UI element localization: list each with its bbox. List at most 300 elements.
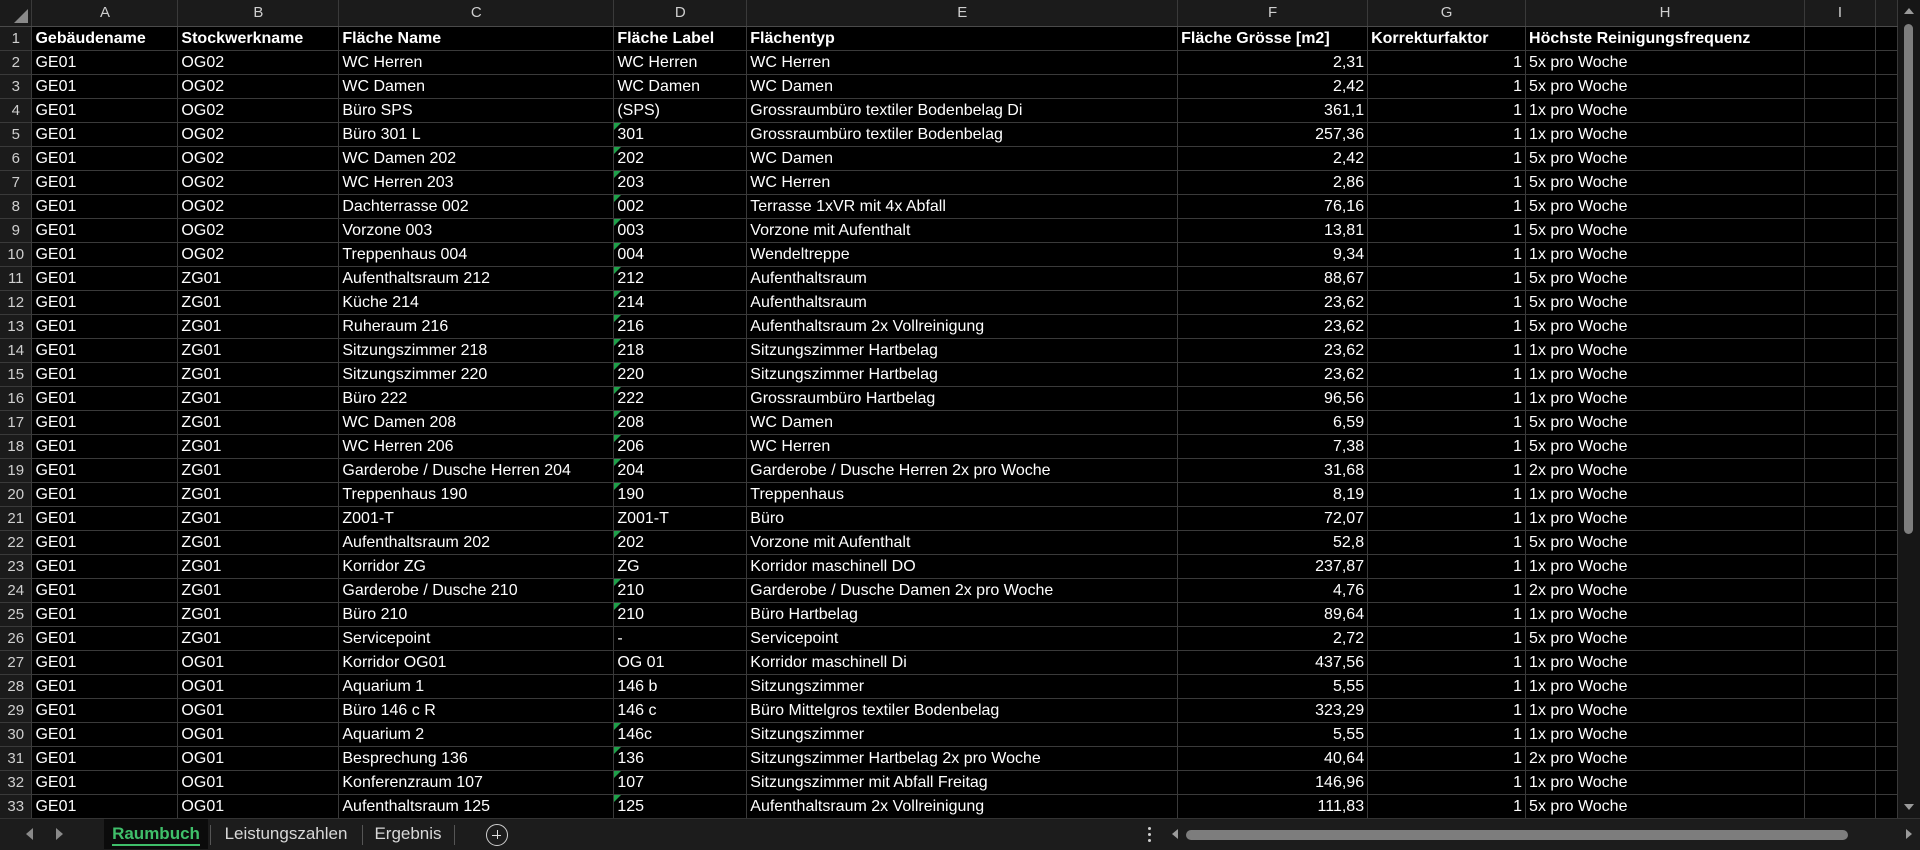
cell-g17[interactable]: 1 (1368, 410, 1526, 434)
cell-h30[interactable]: 1x pro Woche (1526, 722, 1805, 746)
cell-g8[interactable]: 1 (1368, 194, 1526, 218)
cell-c6[interactable]: WC Damen 202 (339, 146, 614, 170)
cell-h5[interactable]: 1x pro Woche (1526, 122, 1805, 146)
cell-b24[interactable]: ZG01 (178, 578, 339, 602)
cell-c33[interactable]: Aufenthaltsraum 125 (339, 794, 614, 818)
cell-b8[interactable]: OG02 (178, 194, 339, 218)
row-number[interactable]: 18 (0, 434, 32, 458)
cell-a15[interactable]: GE01 (32, 362, 178, 386)
cell-f6[interactable]: 2,42 (1178, 146, 1368, 170)
cell-c1[interactable]: Fläche Name (339, 26, 614, 50)
cell-d22[interactable]: 202 (614, 530, 747, 554)
row-number[interactable]: 14 (0, 338, 32, 362)
cell-c18[interactable]: WC Herren 206 (339, 434, 614, 458)
cell-b3[interactable]: OG02 (178, 74, 339, 98)
cell-c12[interactable]: Küche 214 (339, 290, 614, 314)
cell-a33[interactable]: GE01 (32, 794, 178, 818)
cell-f4[interactable]: 361,1 (1178, 98, 1368, 122)
cell-e20[interactable]: Treppenhaus (747, 482, 1178, 506)
row-number[interactable]: 6 (0, 146, 32, 170)
cell-f17[interactable]: 6,59 (1178, 410, 1368, 434)
cell-c16[interactable]: Büro 222 (339, 386, 614, 410)
cell-d4[interactable]: (SPS) (614, 98, 747, 122)
cell-b15[interactable]: ZG01 (178, 362, 339, 386)
cell-d9[interactable]: 003 (614, 218, 747, 242)
cell-a1[interactable]: Gebäudename (32, 26, 178, 50)
row-number[interactable]: 7 (0, 170, 32, 194)
cell-a3[interactable]: GE01 (32, 74, 178, 98)
cell-c14[interactable]: Sitzungszimmer 218 (339, 338, 614, 362)
cell-g26[interactable]: 1 (1368, 626, 1526, 650)
cell-b28[interactable]: OG01 (178, 674, 339, 698)
cell-f11[interactable]: 88,67 (1178, 266, 1368, 290)
cell-d32[interactable]: 107 (614, 770, 747, 794)
cell-h23[interactable]: 1x pro Woche (1526, 554, 1805, 578)
cell-e21[interactable]: Büro (747, 506, 1178, 530)
cell-f7[interactable]: 2,86 (1178, 170, 1368, 194)
cell-h32[interactable]: 1x pro Woche (1526, 770, 1805, 794)
cell-f10[interactable]: 9,34 (1178, 242, 1368, 266)
row-number[interactable]: 31 (0, 746, 32, 770)
row-number[interactable]: 8 (0, 194, 32, 218)
cell-a29[interactable]: GE01 (32, 698, 178, 722)
select-all-corner[interactable] (0, 0, 32, 26)
cell-b31[interactable]: OG01 (178, 746, 339, 770)
cell-f22[interactable]: 52,8 (1178, 530, 1368, 554)
column-header-g[interactable]: G (1368, 0, 1526, 26)
cell-a11[interactable]: GE01 (32, 266, 178, 290)
cell-b16[interactable]: ZG01 (178, 386, 339, 410)
cell-i32[interactable] (1804, 770, 1875, 794)
cell-b12[interactable]: ZG01 (178, 290, 339, 314)
row-number[interactable]: 19 (0, 458, 32, 482)
cell-g32[interactable]: 1 (1368, 770, 1526, 794)
cell-g7[interactable]: 1 (1368, 170, 1526, 194)
cell-a12[interactable]: GE01 (32, 290, 178, 314)
cell-e32[interactable]: Sitzungszimmer mit Abfall Freitag (747, 770, 1178, 794)
cell-i19[interactable] (1804, 458, 1875, 482)
cell-b26[interactable]: ZG01 (178, 626, 339, 650)
cell-i14[interactable] (1804, 338, 1875, 362)
cell-d20[interactable]: 190 (614, 482, 747, 506)
cell-d19[interactable]: 204 (614, 458, 747, 482)
cell-e30[interactable]: Sitzungszimmer (747, 722, 1178, 746)
row-number[interactable]: 9 (0, 218, 32, 242)
cell-h4[interactable]: 1x pro Woche (1526, 98, 1805, 122)
cell-h8[interactable]: 5x pro Woche (1526, 194, 1805, 218)
cell-i1[interactable] (1804, 26, 1875, 50)
cell-h22[interactable]: 5x pro Woche (1526, 530, 1805, 554)
cell-b20[interactable]: ZG01 (178, 482, 339, 506)
cell-b27[interactable]: OG01 (178, 650, 339, 674)
cell-i18[interactable] (1804, 434, 1875, 458)
cell-i4[interactable] (1804, 98, 1875, 122)
cell-f23[interactable]: 237,87 (1178, 554, 1368, 578)
cell-b5[interactable]: OG02 (178, 122, 339, 146)
cell-i25[interactable] (1804, 602, 1875, 626)
cell-g30[interactable]: 1 (1368, 722, 1526, 746)
cell-c10[interactable]: Treppenhaus 004 (339, 242, 614, 266)
cell-e15[interactable]: Sitzungszimmer Hartbelag (747, 362, 1178, 386)
cell-b25[interactable]: ZG01 (178, 602, 339, 626)
cell-i24[interactable] (1804, 578, 1875, 602)
row-number[interactable]: 16 (0, 386, 32, 410)
cell-g18[interactable]: 1 (1368, 434, 1526, 458)
cell-b23[interactable]: ZG01 (178, 554, 339, 578)
cell-b18[interactable]: ZG01 (178, 434, 339, 458)
cell-h16[interactable]: 1x pro Woche (1526, 386, 1805, 410)
column-header-b[interactable]: B (178, 0, 339, 26)
cell-b7[interactable]: OG02 (178, 170, 339, 194)
row-number[interactable]: 29 (0, 698, 32, 722)
cell-f29[interactable]: 323,29 (1178, 698, 1368, 722)
cell-i23[interactable] (1804, 554, 1875, 578)
row-number[interactable]: 1 (0, 26, 32, 50)
cell-b1[interactable]: Stockwerkname (178, 26, 339, 50)
cell-d27[interactable]: OG 01 (614, 650, 747, 674)
cell-d17[interactable]: 208 (614, 410, 747, 434)
cell-a21[interactable]: GE01 (32, 506, 178, 530)
cell-b6[interactable]: OG02 (178, 146, 339, 170)
cell-b33[interactable]: OG01 (178, 794, 339, 818)
cell-e12[interactable]: Aufenthaltsraum (747, 290, 1178, 314)
cell-f21[interactable]: 72,07 (1178, 506, 1368, 530)
cell-a14[interactable]: GE01 (32, 338, 178, 362)
cell-c17[interactable]: WC Damen 208 (339, 410, 614, 434)
cell-i31[interactable] (1804, 746, 1875, 770)
cell-a9[interactable]: GE01 (32, 218, 178, 242)
row-number[interactable]: 30 (0, 722, 32, 746)
cell-e7[interactable]: WC Herren (747, 170, 1178, 194)
cell-e6[interactable]: WC Damen (747, 146, 1178, 170)
cell-a19[interactable]: GE01 (32, 458, 178, 482)
cell-c29[interactable]: Büro 146 c R (339, 698, 614, 722)
cell-d6[interactable]: 202 (614, 146, 747, 170)
cell-d31[interactable]: 136 (614, 746, 747, 770)
cell-h27[interactable]: 1x pro Woche (1526, 650, 1805, 674)
cell-d16[interactable]: 222 (614, 386, 747, 410)
scroll-up-icon[interactable] (1904, 8, 1914, 14)
cell-c31[interactable]: Besprechung 136 (339, 746, 614, 770)
cell-f2[interactable]: 2,31 (1178, 50, 1368, 74)
cell-h28[interactable]: 1x pro Woche (1526, 674, 1805, 698)
cell-c28[interactable]: Aquarium 1 (339, 674, 614, 698)
cell-i30[interactable] (1804, 722, 1875, 746)
previous-sheet-icon[interactable] (26, 828, 33, 840)
row-number[interactable]: 4 (0, 98, 32, 122)
cell-e13[interactable]: Aufenthaltsraum 2x Vollreinigung (747, 314, 1178, 338)
cell-c26[interactable]: Servicepoint (339, 626, 614, 650)
cell-e16[interactable]: Grossraumbüro Hartbelag (747, 386, 1178, 410)
cell-d28[interactable]: 146 b (614, 674, 747, 698)
cell-g22[interactable]: 1 (1368, 530, 1526, 554)
cell-a18[interactable]: GE01 (32, 434, 178, 458)
cell-f33[interactable]: 111,83 (1178, 794, 1368, 818)
cell-b10[interactable]: OG02 (178, 242, 339, 266)
cell-e1[interactable]: Flächentyp (747, 26, 1178, 50)
cell-i13[interactable] (1804, 314, 1875, 338)
column-header-h[interactable]: H (1526, 0, 1805, 26)
cell-f12[interactable]: 23,62 (1178, 290, 1368, 314)
cell-i11[interactable] (1804, 266, 1875, 290)
row-number[interactable]: 5 (0, 122, 32, 146)
cell-c19[interactable]: Garderobe / Dusche Herren 204 (339, 458, 614, 482)
cell-i12[interactable] (1804, 290, 1875, 314)
cell-c2[interactable]: WC Herren (339, 50, 614, 74)
cell-h25[interactable]: 1x pro Woche (1526, 602, 1805, 626)
cell-e22[interactable]: Vorzone mit Aufenthalt (747, 530, 1178, 554)
cell-f25[interactable]: 89,64 (1178, 602, 1368, 626)
cell-i9[interactable] (1804, 218, 1875, 242)
cell-a25[interactable]: GE01 (32, 602, 178, 626)
cell-g16[interactable]: 1 (1368, 386, 1526, 410)
tab-ergebnis[interactable] (366, 819, 450, 849)
cell-f13[interactable]: 23,62 (1178, 314, 1368, 338)
cell-f27[interactable]: 437,56 (1178, 650, 1368, 674)
cell-c11[interactable]: Aufenthaltsraum 212 (339, 266, 614, 290)
row-number[interactable]: 11 (0, 266, 32, 290)
cell-a24[interactable]: GE01 (32, 578, 178, 602)
cell-h33[interactable]: 5x pro Woche (1526, 794, 1805, 818)
cell-b9[interactable]: OG02 (178, 218, 339, 242)
next-sheet-icon[interactable] (56, 828, 63, 840)
cell-i8[interactable] (1804, 194, 1875, 218)
row-number[interactable]: 13 (0, 314, 32, 338)
cell-h21[interactable]: 1x pro Woche (1526, 506, 1805, 530)
cell-c9[interactable]: Vorzone 003 (339, 218, 614, 242)
cell-h19[interactable]: 2x pro Woche (1526, 458, 1805, 482)
cell-h3[interactable]: 5x pro Woche (1526, 74, 1805, 98)
cell-a16[interactable]: GE01 (32, 386, 178, 410)
cell-c3[interactable]: WC Damen (339, 74, 614, 98)
cell-e26[interactable]: Servicepoint (747, 626, 1178, 650)
cell-f3[interactable]: 2,42 (1178, 74, 1368, 98)
cell-i5[interactable] (1804, 122, 1875, 146)
cell-e10[interactable]: Wendeltreppe (747, 242, 1178, 266)
cell-i21[interactable] (1804, 506, 1875, 530)
cell-c24[interactable]: Garderobe / Dusche 210 (339, 578, 614, 602)
cell-c15[interactable]: Sitzungszimmer 220 (339, 362, 614, 386)
cell-c8[interactable]: Dachterrasse 002 (339, 194, 614, 218)
cell-e23[interactable]: Korridor maschinell DO (747, 554, 1178, 578)
cell-e11[interactable]: Aufenthaltsraum (747, 266, 1178, 290)
vertical-scrollbar[interactable] (1898, 0, 1920, 818)
cell-a23[interactable]: GE01 (32, 554, 178, 578)
cell-g24[interactable]: 1 (1368, 578, 1526, 602)
cell-h20[interactable]: 1x pro Woche (1526, 482, 1805, 506)
column-header-a[interactable]: A (32, 0, 178, 26)
cell-e3[interactable]: WC Damen (747, 74, 1178, 98)
cell-h14[interactable]: 1x pro Woche (1526, 338, 1805, 362)
cell-g10[interactable]: 1 (1368, 242, 1526, 266)
cell-d12[interactable]: 214 (614, 290, 747, 314)
add-sheet-icon[interactable] (486, 824, 508, 846)
cell-e28[interactable]: Sitzungszimmer (747, 674, 1178, 698)
cell-f15[interactable]: 23,62 (1178, 362, 1368, 386)
cell-a2[interactable]: GE01 (32, 50, 178, 74)
cell-g2[interactable]: 1 (1368, 50, 1526, 74)
cell-g14[interactable]: 1 (1368, 338, 1526, 362)
cell-d1[interactable]: Fläche Label (614, 26, 747, 50)
cell-d10[interactable]: 004 (614, 242, 747, 266)
cell-g6[interactable]: 1 (1368, 146, 1526, 170)
cell-b29[interactable]: OG01 (178, 698, 339, 722)
cell-g5[interactable]: 1 (1368, 122, 1526, 146)
row-number[interactable]: 22 (0, 530, 32, 554)
row-number[interactable]: 26 (0, 626, 32, 650)
cell-b4[interactable]: OG02 (178, 98, 339, 122)
cell-a31[interactable]: GE01 (32, 746, 178, 770)
cell-i33[interactable] (1804, 794, 1875, 818)
cell-b21[interactable]: ZG01 (178, 506, 339, 530)
cell-d2[interactable]: WC Herren (614, 50, 747, 74)
cell-g31[interactable]: 1 (1368, 746, 1526, 770)
cell-b13[interactable]: ZG01 (178, 314, 339, 338)
scroll-down-icon[interactable] (1904, 804, 1914, 810)
cell-g25[interactable]: 1 (1368, 602, 1526, 626)
cell-d23[interactable]: ZG (614, 554, 747, 578)
cell-f9[interactable]: 13,81 (1178, 218, 1368, 242)
cell-f14[interactable]: 23,62 (1178, 338, 1368, 362)
cell-e19[interactable]: Garderobe / Dusche Herren 2x pro Woche (747, 458, 1178, 482)
cell-f31[interactable]: 40,64 (1178, 746, 1368, 770)
cell-b11[interactable]: ZG01 (178, 266, 339, 290)
cell-a32[interactable]: GE01 (32, 770, 178, 794)
cell-c21[interactable]: Z001-T (339, 506, 614, 530)
cell-e8[interactable]: Terrasse 1xVR mit 4x Abfall (747, 194, 1178, 218)
row-number[interactable]: 3 (0, 74, 32, 98)
cell-a6[interactable]: GE01 (32, 146, 178, 170)
cell-f20[interactable]: 8,19 (1178, 482, 1368, 506)
cell-h6[interactable]: 5x pro Woche (1526, 146, 1805, 170)
cell-e27[interactable]: Korridor maschinell Di (747, 650, 1178, 674)
cell-g13[interactable]: 1 (1368, 314, 1526, 338)
cell-c23[interactable]: Korridor ZG (339, 554, 614, 578)
row-number[interactable]: 15 (0, 362, 32, 386)
cell-h17[interactable]: 5x pro Woche (1526, 410, 1805, 434)
cell-d15[interactable]: 220 (614, 362, 747, 386)
cell-e18[interactable]: WC Herren (747, 434, 1178, 458)
cell-d30[interactable]: 146c (614, 722, 747, 746)
column-header-e[interactable]: E (747, 0, 1178, 26)
cell-a30[interactable]: GE01 (32, 722, 178, 746)
cell-a13[interactable]: GE01 (32, 314, 178, 338)
cell-d18[interactable]: 206 (614, 434, 747, 458)
cell-f24[interactable]: 4,76 (1178, 578, 1368, 602)
column-header-i[interactable]: I (1804, 0, 1875, 26)
cell-c7[interactable]: WC Herren 203 (339, 170, 614, 194)
cell-d7[interactable]: 203 (614, 170, 747, 194)
cell-h26[interactable]: 5x pro Woche (1526, 626, 1805, 650)
cell-b14[interactable]: ZG01 (178, 338, 339, 362)
cell-c27[interactable]: Korridor OG01 (339, 650, 614, 674)
cell-a26[interactable]: GE01 (32, 626, 178, 650)
cell-g1[interactable]: Korrekturfaktor (1368, 26, 1526, 50)
cell-b30[interactable]: OG01 (178, 722, 339, 746)
cell-c13[interactable]: Ruheraum 216 (339, 314, 614, 338)
scroll-left-icon[interactable] (1172, 829, 1178, 839)
cell-e9[interactable]: Vorzone mit Aufenthalt (747, 218, 1178, 242)
cell-g28[interactable]: 1 (1368, 674, 1526, 698)
horizontal-scroll-thumb[interactable] (1186, 830, 1848, 840)
cell-e5[interactable]: Grossraumbüro textiler Bodenbelag (747, 122, 1178, 146)
cell-i29[interactable] (1804, 698, 1875, 722)
row-number[interactable]: 33 (0, 794, 32, 818)
cell-i6[interactable] (1804, 146, 1875, 170)
cell-b17[interactable]: ZG01 (178, 410, 339, 434)
cell-d13[interactable]: 216 (614, 314, 747, 338)
cell-c4[interactable]: Büro SPS (339, 98, 614, 122)
cell-a8[interactable]: GE01 (32, 194, 178, 218)
column-header-d[interactable]: D (614, 0, 747, 26)
cell-f30[interactable]: 5,55 (1178, 722, 1368, 746)
cell-g23[interactable]: 1 (1368, 554, 1526, 578)
cell-g27[interactable]: 1 (1368, 650, 1526, 674)
cell-g3[interactable]: 1 (1368, 74, 1526, 98)
cell-f18[interactable]: 7,38 (1178, 434, 1368, 458)
row-number[interactable]: 24 (0, 578, 32, 602)
cell-e25[interactable]: Büro Hartbelag (747, 602, 1178, 626)
cell-e33[interactable]: Aufenthaltsraum 2x Vollreinigung (747, 794, 1178, 818)
cell-c32[interactable]: Konferenzraum 107 (339, 770, 614, 794)
cell-c20[interactable]: Treppenhaus 190 (339, 482, 614, 506)
cell-c22[interactable]: Aufenthaltsraum 202 (339, 530, 614, 554)
cell-a22[interactable]: GE01 (32, 530, 178, 554)
row-number[interactable]: 28 (0, 674, 32, 698)
cell-f5[interactable]: 257,36 (1178, 122, 1368, 146)
cell-a4[interactable]: GE01 (32, 98, 178, 122)
cell-e31[interactable]: Sitzungszimmer Hartbelag 2x pro Woche (747, 746, 1178, 770)
cell-g9[interactable]: 1 (1368, 218, 1526, 242)
cell-d33[interactable]: 125 (614, 794, 747, 818)
cell-a27[interactable]: GE01 (32, 650, 178, 674)
cell-d25[interactable]: 210 (614, 602, 747, 626)
cell-c25[interactable]: Büro 210 (339, 602, 614, 626)
cell-b19[interactable]: ZG01 (178, 458, 339, 482)
cell-i20[interactable] (1804, 482, 1875, 506)
cell-d26[interactable]: - (614, 626, 747, 650)
row-number[interactable]: 25 (0, 602, 32, 626)
cell-e29[interactable]: Büro Mittelgros textiler Bodenbelag (747, 698, 1178, 722)
cell-g15[interactable]: 1 (1368, 362, 1526, 386)
cell-a7[interactable]: GE01 (32, 170, 178, 194)
cell-i17[interactable] (1804, 410, 1875, 434)
cell-f1[interactable]: Fläche Grösse [m2] (1178, 26, 1368, 50)
cell-h11[interactable]: 5x pro Woche (1526, 266, 1805, 290)
vertical-scroll-thumb[interactable] (1904, 24, 1913, 534)
cell-d5[interactable]: 301 (614, 122, 747, 146)
cell-h7[interactable]: 5x pro Woche (1526, 170, 1805, 194)
row-number[interactable]: 32 (0, 770, 32, 794)
column-header-c[interactable]: C (339, 0, 614, 26)
row-number[interactable]: 20 (0, 482, 32, 506)
cell-h1[interactable]: Höchste Reinigungsfrequenz (1526, 26, 1805, 50)
tab-leistungszahlen[interactable] (214, 819, 358, 849)
cell-e14[interactable]: Sitzungszimmer Hartbelag (747, 338, 1178, 362)
cell-f26[interactable]: 2,72 (1178, 626, 1368, 650)
row-number[interactable]: 23 (0, 554, 32, 578)
row-number[interactable]: 21 (0, 506, 32, 530)
cell-i27[interactable] (1804, 650, 1875, 674)
cell-a10[interactable]: GE01 (32, 242, 178, 266)
cell-f19[interactable]: 31,68 (1178, 458, 1368, 482)
cell-i3[interactable] (1804, 74, 1875, 98)
horizontal-scrollbar[interactable] (1168, 823, 1920, 847)
cell-g4[interactable]: 1 (1368, 98, 1526, 122)
cell-e17[interactable]: WC Damen (747, 410, 1178, 434)
cell-b22[interactable]: ZG01 (178, 530, 339, 554)
cell-d11[interactable]: 212 (614, 266, 747, 290)
